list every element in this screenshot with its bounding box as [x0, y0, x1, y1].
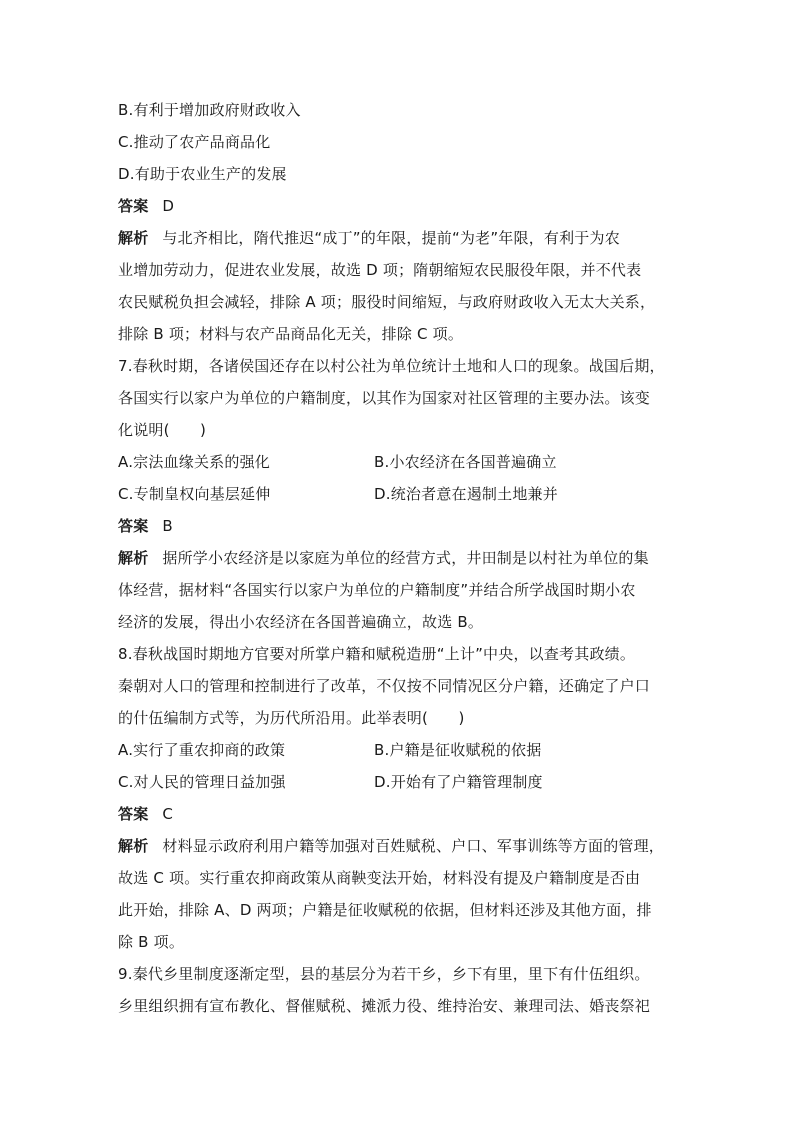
analysis-text: 据所学小农经济是以家庭为单位的经营方式，井田制是以村社为单位的集 — [162, 549, 649, 567]
q6-option-c: C.推动了农产品商品化 — [118, 133, 271, 151]
answer-label: 答案 — [118, 517, 149, 535]
analysis-label: 解析 — [118, 549, 149, 567]
q7-option-d: D.统治者意在遏制土地兼并 — [374, 485, 558, 503]
q7-answer — [118, 510, 678, 542]
q8-analysis-line-4: 除 B 项。 — [118, 933, 185, 951]
q7-option-b: B.小农经济在各国普遍确立 — [374, 453, 557, 471]
q7-stem-line-2: 各国实行以家户为单位的户籍制度，以其作为国家对社区管理的主要办法。该变 — [118, 389, 651, 407]
q7-analysis-line-1 — [118, 542, 678, 574]
analysis-label: 解析 — [118, 837, 149, 855]
q7-options-row-2 — [118, 478, 678, 510]
q8-stem-line-1: 8.春秋战国时期地方官要对所掌户籍和赋税造册“上计”中央，以查考其政绩。 — [118, 645, 636, 663]
q9-stem-line-2: 乡里组织拥有宣布教化、督催赋税、摊派力役、维持治安、兼理司法、婚丧祭祀 — [118, 997, 651, 1015]
analysis-label: 解析 — [118, 229, 149, 247]
q8-options-row-1 — [118, 734, 678, 766]
q7-stem-line-1: 7.春秋时期，各诸侯国还存在以村公社为单位统计土地和人口的现象。战国后期， — [118, 357, 665, 375]
q8-stem-line-3: 的什伍编制方式等，为历代所沿用。此举表明( ) — [118, 709, 465, 727]
q8-analysis-line-2: 故选 C 项。实行重农抑商政策从商鞅变法开始，材料没有提及户籍制度是否由 — [118, 869, 641, 887]
q7-analysis-line-3: 经济的发展，得出小农经济在各国普遍确立，故选 B。 — [118, 613, 484, 631]
q7-analysis-line-2: 体经营，据材料“各国实行以家户为单位的户籍制度”并结合所学战国时期小农 — [118, 581, 636, 599]
q6-analysis-line-4: 排除 B 项；材料与农产品商品化无关，排除 C 项。 — [118, 325, 464, 343]
q6-option-d: D.有助于农业生产的发展 — [118, 165, 287, 183]
q7-options-row-1 — [118, 446, 678, 478]
q8-answer — [118, 798, 678, 830]
q6-option-b: B.有利于增加政府财政收入 — [118, 101, 301, 119]
q8-options-row-2 — [118, 766, 678, 798]
q6-analysis-line-3: 农民赋税负担会减轻，排除 A 项；服役时间缩短，与政府财政收入无太大关系， — [118, 293, 656, 311]
q8-option-d: D.开始有了户籍管理制度 — [374, 773, 543, 791]
q7-option-c: C.专制皇权向基层延伸 — [118, 485, 271, 503]
q9-stem-line-1: 9.秦代乡里制度逐渐定型，县的基层分为若干乡，乡下有里，里下有什伍组织。 — [118, 965, 650, 983]
q6-answer — [118, 190, 678, 222]
answer-label: 答案 — [118, 805, 149, 823]
answer-value: B — [162, 517, 173, 535]
q8-option-a: A.实行了重农抑商的政策 — [118, 741, 286, 759]
q8-analysis-line-3: 此开始，排除 A、D 两项；户籍是征收赋税的依据，但材料还涉及其他方面，排 — [118, 901, 652, 919]
answer-value: D — [162, 197, 175, 215]
q8-stem-line-2: 秦朝对人口的管理和控制进行了改革，不仅按不同情况区分户籍，还确定了户口 — [118, 677, 651, 695]
q7-option-a: A.宗法血缘关系的强化 — [118, 453, 270, 471]
q8-option-b: B.户籍是征收赋税的依据 — [374, 741, 542, 759]
analysis-text: 与北齐相比，隋代推迟“成丁”的年限，提前“为老”年限，有利于为农 — [162, 229, 620, 247]
q7-stem-line-3: 化说明( ) — [118, 421, 207, 439]
document-page — [118, 94, 678, 1022]
q8-analysis-line-1 — [118, 830, 678, 862]
analysis-text: 材料显示政府利用户籍等加强对百姓赋税、户口、军事训练等方面的管理， — [162, 837, 665, 855]
q8-option-c: C.对人民的管理日益加强 — [118, 773, 286, 791]
q6-analysis-line-2: 业增加劳动力，促进农业发展，故选 D 项；隋朝缩短农民服役年限，并不代表 — [118, 261, 642, 279]
answer-value: C — [162, 805, 174, 823]
q6-analysis-line-1 — [118, 222, 678, 254]
answer-label: 答案 — [118, 197, 149, 215]
